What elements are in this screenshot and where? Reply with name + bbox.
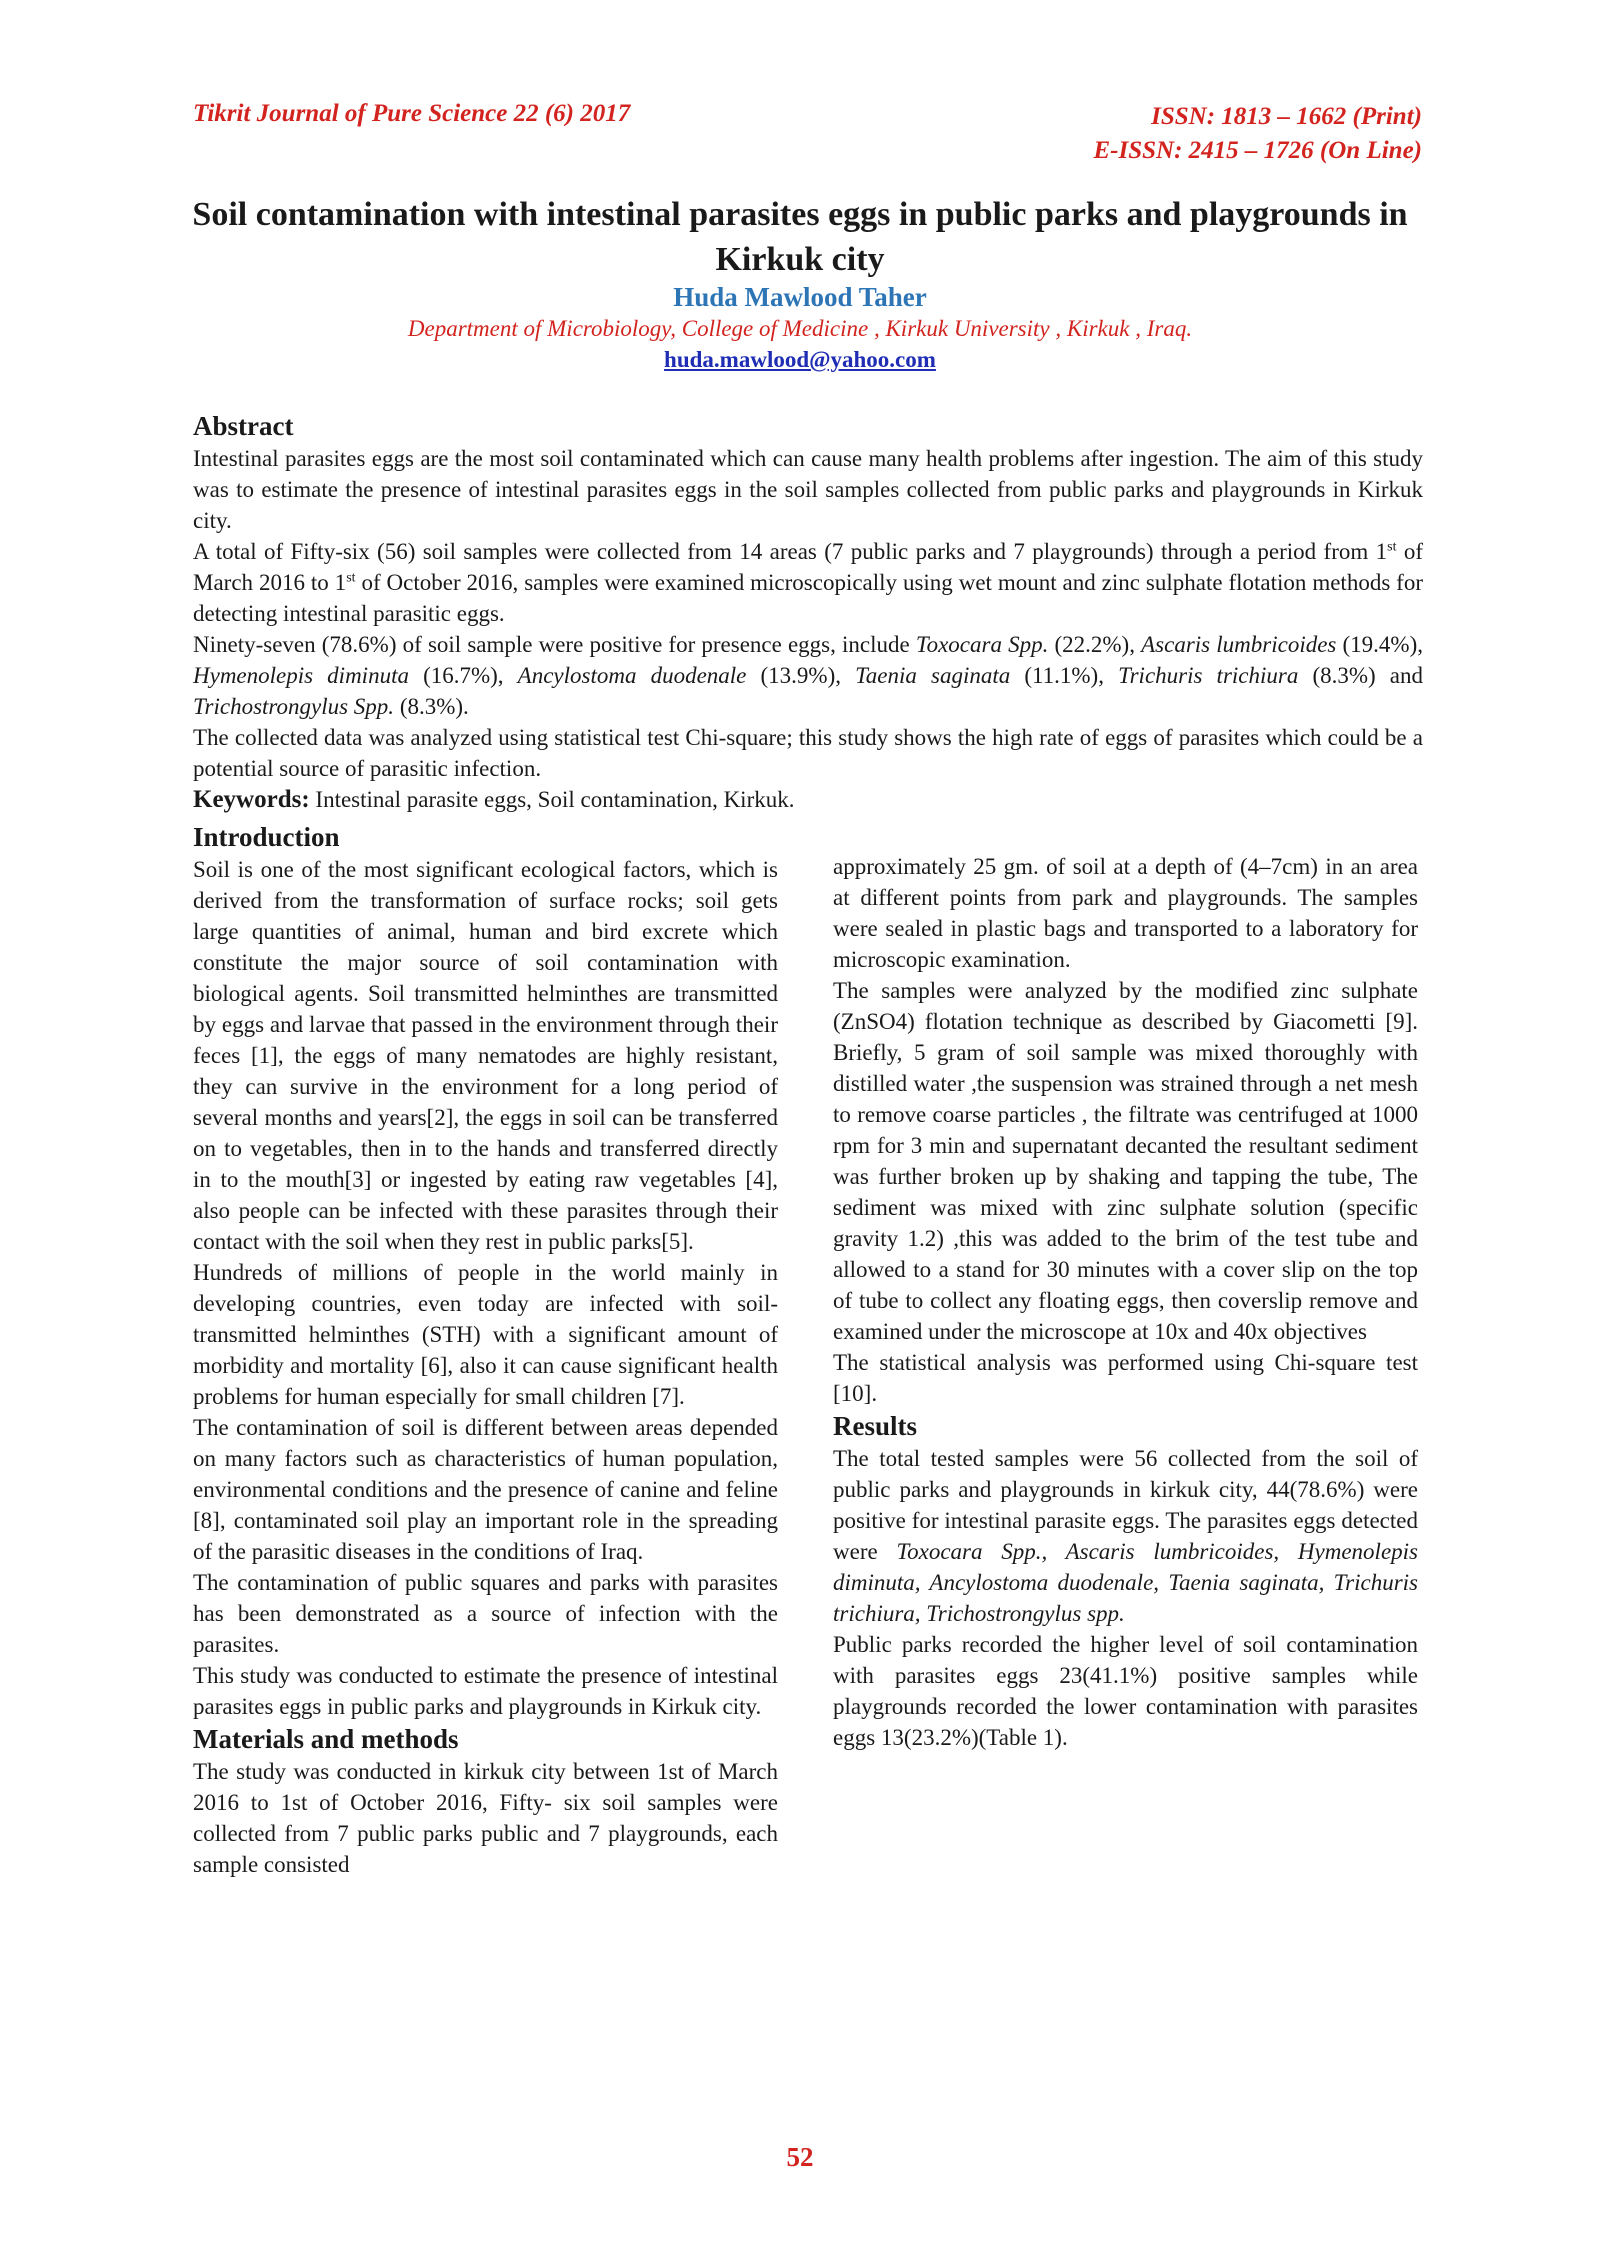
email-link[interactable]: huda.mawlood@yahoo.com [664, 347, 936, 372]
keywords-text: Intestinal parasite eggs, Soil contamination, Kirkuk. [309, 787, 795, 812]
abstract-paragraph-2: A total of Fifty-six (56) soil samples were collected from 14 areas (7 public parks and 7 playgrounds) through a period from 1st of March 2016 to 1st of October 2016, samples were examined microscopically using wet mount and zinc sulphate flotation methods for detecting intestinal parasitic eggs. [193, 539, 1424, 626]
methods-paragraph-1: The study was conducted in kirkuk city between 1st of March 2016 to 1st of October 2016, Fifty- six soil samples were collected from 7 public parks public and 7 playgrounds, each sample consisted [193, 1759, 778, 1877]
issn-print: ISSN: 1813 – 1662 (Print) [1151, 103, 1422, 130]
page-number: 52 [786, 2142, 814, 2172]
results-heading: Results [833, 1411, 918, 1441]
intro-paragraph-1: Soil is one of the most significant ecological factors, which is derived from the transformation of surface rocks; soil gets large quantities of animal, human and bird excrete which constitute the major source of soil contamination with biological agents. Soil transmitted helminthes are transmitted by eggs and larvae that passed in the environment through their feces [1], the eggs of many nematodes are highly resistant, they can survive in the environment for a long period of several months and years[2], the eggs in soil can be transferred on to vegetables, then in to the hands and transferred directly in to the mouth[3] or ingested by eating raw vegetables [4], also people can be infected with these parasites through their contact with the soil when they rest in public parks[5]. [193, 857, 778, 1254]
abstract-paragraph-4: The collected data was analyzed using statistical test Chi-square; this study shows the high rate of eggs of parasites which could be a potential source of parasitic infection. [193, 725, 1423, 781]
journal-name: Tikrit Journal of Pure Science 22 (6) 2017 [193, 100, 631, 127]
intro-paragraph-5: This study was conducted to estimate the presence of intestinal parasites eggs in public parks and playgrounds in Kirkuk city. [193, 1663, 778, 1719]
abstract-section [193, 409, 1423, 815]
keywords-label: Keywords: [193, 786, 310, 813]
methods-paragraph-3: The statistical analysis was performed using Chi-square test [10]. [833, 1350, 1418, 1406]
author-name: Huda Mawlood Taher [673, 282, 927, 312]
right-column [833, 851, 1418, 1753]
abstract-paragraph-1: Intestinal parasites eggs are the most soil contaminated which can cause many health problems after ingestion. The aim of this study was to estimate the presence of intestinal parasites eggs in the soil samples collected from public parks and playgrounds in Kirkuk city. [193, 446, 1423, 533]
issn-online: E-ISSN: 2415 – 1726 (On Line) [1093, 137, 1422, 164]
keywords-line [193, 784, 1423, 815]
author-affiliation: Department of Microbiology, College of Medicine , Kirkuk University , Kirkuk , Iraq. [407, 316, 1193, 341]
author-email [180, 347, 1420, 373]
introduction-heading: Introduction [193, 822, 340, 852]
paper-title: Soil contamination with intestinal parasites eggs in public parks and playgrounds in Kirkuk city [192, 196, 1408, 278]
abstract-paragraph-3: Ninety-seven (78.6%) of soil sample were positive for presence eggs, include Toxocara Spp. (22.2%), Ascaris lumbricoides (19.4%), Hymenolepis diminuta (16.7%), Ancylostoma duodenale (13.9%), Taenia saginata (11.1%), Trichuris trichiura (8.3%) and Trichostrongylus Spp. (8.3%). [193, 632, 1423, 719]
methods-heading: Materials and methods [193, 1724, 459, 1754]
left-column [193, 820, 778, 1880]
results-paragraph-1: The total tested samples were 56 collected from the soil of public parks and playgrounds in kirkuk city, 44(78.6%) were positive for intestinal parasite eggs. The parasites eggs detected were Toxocara Spp., Ascaris lumbricoides, Hymenolepis diminuta, Ancylostoma duodenale, Taenia saginata, Trichuris trichiura, Trichostrongylus spp. [833, 1446, 1418, 1626]
methods-paragraph-2: The samples were analyzed by the modified zinc sulphate (ZnSO4) flotation technique as described by Giacometti [9]. Briefly, 5 gram of soil sample was mixed thoroughly with distilled water ,the suspension was strained through a net mesh to remove coarse particles , the filtrate was centrifuged at 1000 rpm for 3 min and supernatant decanted the resultant sediment was further broken up by shaking and tapping the tube, The sediment was mixed with zinc sulphate solution (specific gravity 1.2) ,this was added to the brim of the test tube and allowed to a stand for 30 minutes with a cover slip on the top of tube to collect any floating eggs, then coverslip remove and examined under the microscope at 10x and 40x objectives [833, 978, 1418, 1344]
abstract-heading: Abstract [193, 411, 294, 441]
intro-paragraph-3: The contamination of soil is different between areas depended on many factors such as characteristics of human population, environmental conditions and the presence of canine and feline [8], contaminated soil play an important role in the spreading of the parasitic diseases in the conditions of Iraq. [193, 1415, 778, 1564]
methods-paragraph-1-continued: approximately 25 gm. of soil at a depth of (4–7cm) in an area at different points from park and playgrounds. The samples were sealed in plastic bags and transported to a laboratory for microscopic examination. [833, 854, 1418, 972]
issn-block [1094, 100, 1423, 168]
results-paragraph-2: Public parks recorded the higher level of soil contamination with parasites eggs 23(41.1%) positive samples while playgrounds recorded the lower contamination with parasites eggs 13(23.2%)(Table 1). [833, 1632, 1418, 1750]
intro-paragraph-4: The contamination of public squares and parks with parasites has been demonstrated as a source of infection with the parasites. [193, 1570, 778, 1657]
intro-paragraph-2: Hundreds of millions of people in the world mainly in developing countries, even today are infected with soil-transmitted helminthes (STH) with a significant amount of morbidity and mortality [6], also it can cause significant health problems for human especially for small children [7]. [193, 1260, 778, 1409]
